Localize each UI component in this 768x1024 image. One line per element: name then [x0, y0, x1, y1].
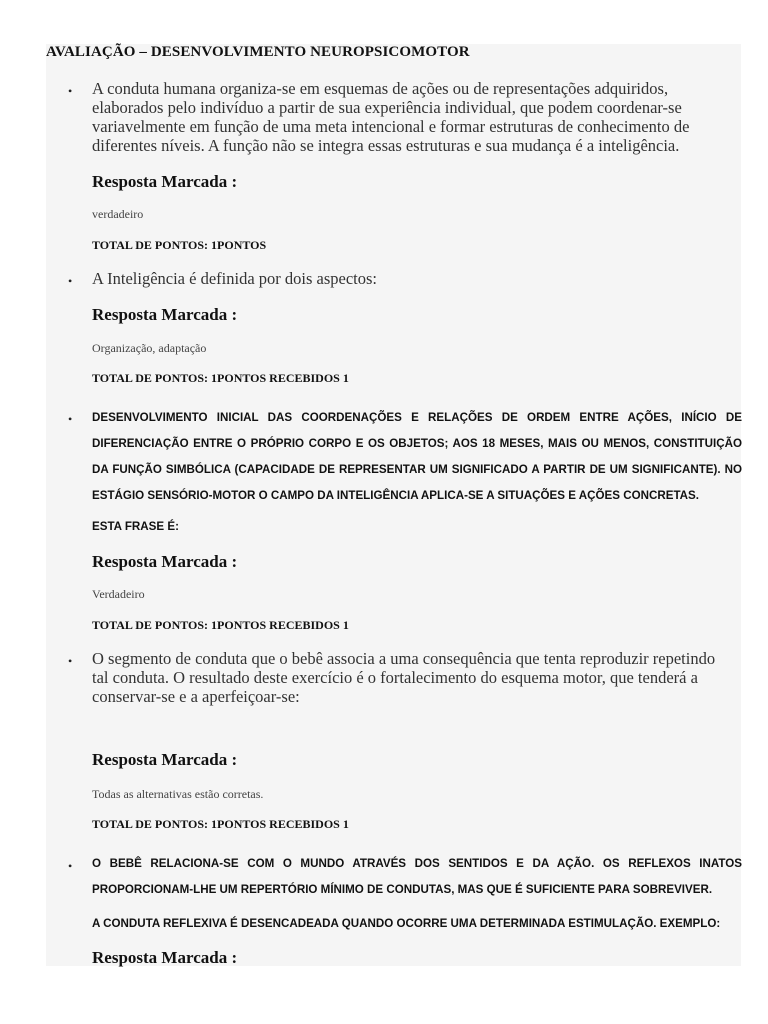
- response-label: Resposta Marcada :: [92, 750, 238, 769]
- marked-answer: Organização, adaptação: [92, 341, 207, 355]
- marked-answer: Todas as alternativas estão corretas.: [92, 787, 264, 801]
- question-text: A Inteligência é definida por dois aspectos:: [92, 269, 377, 288]
- marked-answer: verdadeiro: [92, 207, 144, 221]
- question-text: DESENVOLVIMENTO INICIAL DAS COORDENAÇÕES E RELAÇÕES DE ORDEM ENTRE AÇÕES, INÍCIO DE DIFERENCIAÇÃO ENTRE O PRÓPRIO CORPO E OS OBJETOS; AOS 18 MESES, MAIS OU MENOS, CONSTITUIÇÃO DA FUNÇÃO SIMBÓLICA (CAPACIDADE DE REPRESENTAR UM SIGNIFICADO A PARTIR DE UM SIGNIFICANTE). NO ESTÁGIO SENSÓRIO-MOTOR O CAMPO DA INTELIGÊNCIA APLICA-SE A SITUAÇÕES E AÇÕES CONCRETAS.: [92, 411, 742, 502]
- total-points: TOTAL DE PONTOS: 1PONTOS RECEBIDOS 1: [92, 817, 349, 831]
- question-text: A conduta humana organiza-se em esquemas de ações ou de representações adquiridos, elaborados pelo indivíduo a partir de sua experiência individual, que podem coordenar-se variavelmente em função de uma meta intencional e formar estruturas de conhecimento de diferentes níveis. A função não se integra essas estruturas e sua mudança é a inteligência.: [92, 79, 690, 155]
- question-prompt: A CONDUTA REFLEXIVA É DESENCADEADA QUANDO OCORRE UMA DETERMINADA ESTIMULAÇÃO. EXEMPLO:: [92, 917, 721, 930]
- total-points: TOTAL DE PONTOS: 1PONTOS RECEBIDOS 1: [92, 618, 349, 632]
- total-points: TOTAL DE PONTOS: 1PONTOS: [92, 238, 267, 252]
- bullet-icon: •: [68, 412, 73, 426]
- bullet-icon: •: [68, 859, 73, 873]
- question-prompt: ESTA FRASE É:: [92, 520, 179, 533]
- response-label: Resposta Marcada :: [92, 552, 238, 571]
- question-text: O BEBÊ RELACIONA-SE COM O MUNDO ATRAVÉS DOS SENTIDOS E DA AÇÃO. OS REFLEXOS INATOS PROPORCIONAM-LHE UM REPERTÓRIO MÍNIMO DE CONDUTAS, MAS QUE É SUFICIENTE PARA SOBREVIVER.: [92, 857, 742, 896]
- bullet-icon: •: [68, 654, 73, 668]
- bullet-icon: •: [68, 274, 73, 288]
- bullet-icon: •: [68, 84, 73, 98]
- marked-answer: Verdadeiro: [92, 587, 145, 601]
- question-text: O segmento de conduta que o bebê associa a uma consequência que tenta reproduzir repetindo tal conduta. O resultado deste exercício é o fortalecimento do esquema motor, que tenderá a conservar-se e a aperfeiçoar-se:: [92, 649, 716, 706]
- document-title: AVALIAÇÃO – DESENVOLVIMENTO NEUROPSICOMOTOR: [46, 44, 470, 60]
- response-label: Resposta Marcada :: [92, 172, 238, 191]
- response-label: Resposta Marcada :: [92, 305, 238, 324]
- total-points: TOTAL DE PONTOS: 1PONTOS RECEBIDOS 1: [92, 371, 349, 385]
- response-label: Resposta Marcada :: [92, 948, 238, 967]
